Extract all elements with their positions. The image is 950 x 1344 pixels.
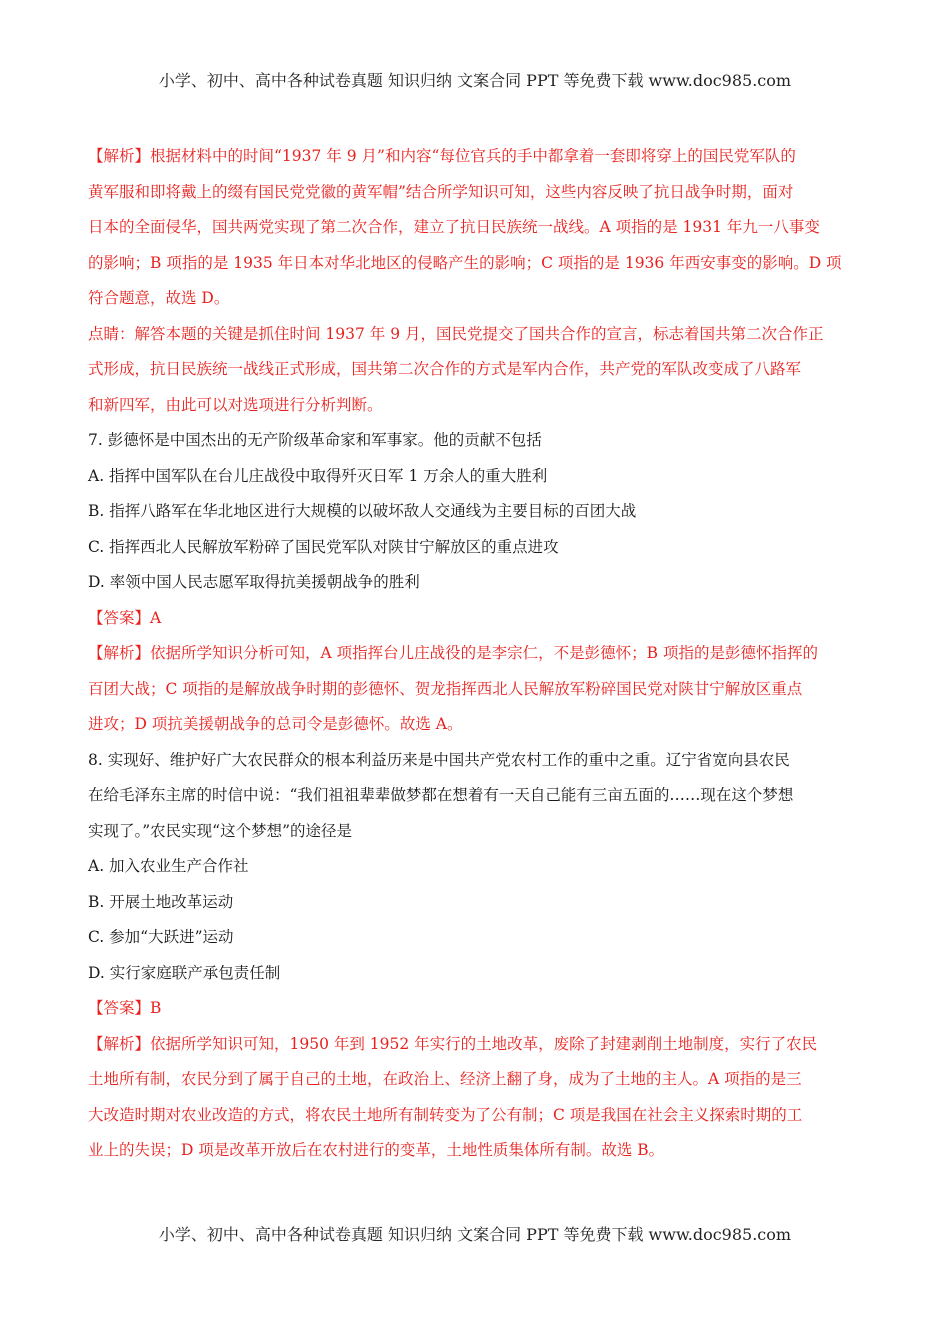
page-header: 小学、初中、高中各种试卷真题 知识归纳 文案合同 PPT 等免费下载 www.doc985.com — [158, 71, 792, 90]
tip-6-line: 式形成，抗日民族统一战线正式形成，国共第二次合作的方式是军内合作，共产党的军队改变成了八路军 — [88, 360, 802, 378]
page-footer: 小学、初中、高中各种试卷真题 知识归纳 文案合同 PPT 等免费下载 www.doc985.com — [158, 1225, 792, 1244]
question-8-stem: 实现了。”农民实现“这个梦想”的途径是 — [88, 821, 353, 840]
question-7-stem: 7. 彭德怀是中国杰出的无产阶级革命家和军事家。他的贡献不包括 — [88, 431, 542, 449]
analysis-6-line: 的影响；B 项指的是 1935 年日本对华北地区的侵略产生的影响；C 项指的是 1936 年西安事变的影响。D 项 — [88, 253, 842, 272]
analysis-7-line: 进攻；D 项抗美援朝战争的总司令是彭德怀。故选 A。 — [88, 715, 463, 733]
analysis-7-line: 【解析】依据所学知识分析可知，A 项指挥台儿庄战役的是李宗仁，不是彭德怀；B 项指的是彭德怀指挥的 — [88, 644, 818, 662]
analysis-6-line: 【解析】根据材料中的时间“1937 年 9 月”和内容“每位官兵的手中都拿着一套即将穿上的国民党军队的 — [88, 147, 796, 165]
question-7-option-b: B. 指挥八路军在华北地区进行大规模的以破坏敌人交通线为主要目标的百团大战 — [88, 502, 637, 520]
tip-6-line: 点睛：解答本题的关键是抓住时间 1937 年 9 月，国民党提交了国共合作的宣言，标志着国共第二次合作正 — [88, 324, 824, 343]
question-8-option-b: B. 开展土地改革运动 — [88, 892, 234, 911]
question-8-option-a: A. 加入农业生产合作社 — [88, 857, 249, 875]
question-8-answer: 【答案】B — [88, 999, 162, 1017]
question-7-option-c: C. 指挥西北人民解放军粉碎了国民党军队对陕甘宁解放区的重点进攻 — [88, 537, 559, 556]
analysis-8-line: 业上的失误；D 项是改革开放后在农村进行的变革，土地性质集体所有制。故选 B。 — [88, 1141, 665, 1159]
question-8-stem: 在给毛泽东主席的时信中说：“我们祖祖辈辈做梦都在想着有一天自己能有三亩五面的……现在这个梦想 — [88, 786, 794, 804]
analysis-8-line: 大改造时期对农业改造的方式，将农民土地所有制转变为了公有制；C 项是我国在社会主义探索时期的工 — [88, 1105, 803, 1124]
analysis-6-line: 日本的全面侵华，国共两党实现了第二次合作，建立了抗日民族统一战线。A 项指的是 1931 年九一八事变 — [88, 218, 820, 236]
analysis-8-line: 【解析】依据所学知识可知，1950 年到 1952 年实行的土地改革，废除了封建剥削土地制度，实行了农民 — [88, 1034, 818, 1053]
analysis-6-line: 符合题意，故选 D。 — [88, 289, 230, 307]
question-8-option-c: C. 参加“大跃进”运动 — [88, 928, 234, 946]
analysis-7-line: 百团大战；C 项指的是解放战争时期的彭德怀、贺龙指挥西北人民解放军粉碎国民党对陕甘宁解放区重点 — [88, 679, 803, 698]
analysis-8-line: 土地所有制，农民分到了属于自己的土地，在政治上、经济上翻了身，成为了土地的主人。A 项指的是三 — [88, 1070, 802, 1088]
tip-6-line: 和新四军，由此可以对选项进行分析判断。 — [88, 395, 383, 414]
question-8-option-d: D. 实行家庭联产承包责任制 — [88, 963, 281, 982]
question-8-stem: 8. 实现好、维护好广大农民群众的根本利益历来是中国共产党农村工作的重中之重。辽宁省宽向县农民 — [88, 750, 790, 769]
question-7-answer: 【答案】A — [88, 608, 162, 627]
question-7-option-a: A. 指挥中国军队在台儿庄战役中取得歼灭日军 1 万余人的重大胜利 — [88, 466, 548, 485]
question-7-option-d: D. 率领中国人民志愿军取得抗美援朝战争的胜利 — [88, 573, 420, 591]
document-body — [88, 139, 864, 1169]
analysis-6-line: 黄军服和即将戴上的缀有国民党党徽的黄军帽”结合所学知识可知，这些内容反映了抗日战争时期，面对 — [88, 182, 794, 201]
